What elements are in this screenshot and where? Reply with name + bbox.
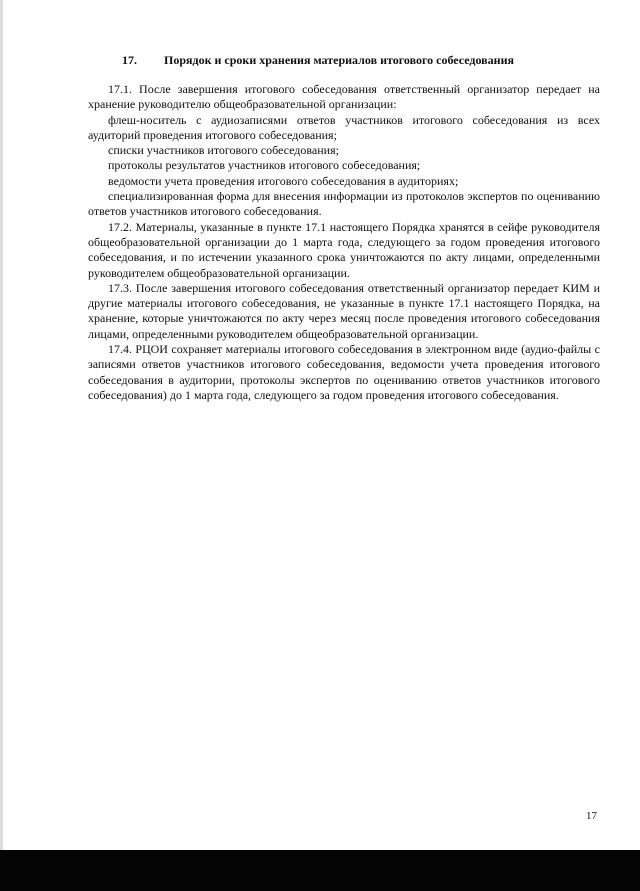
list-item: списки участников итогового собеседования; [108,143,339,158]
page-number: 17 [586,810,597,822]
paragraph-17-1: 17.1. После завершения итогового собеседования ответственный организатор передает на хранение руководителю общеобразовательной организации: [88,82,600,112]
scan-edge [0,0,3,891]
paragraph-17-3: 17.3. После завершения итогового собеседования ответственный организатор передает КИМ и другие материалы итогового собеседования, не указанные в пункте 17.1 настоящего Порядка, на хранение, которые уничтожаются по акту через месяц после проведения итогового собеседования лицами, определенными руководителем общеобразовательной организации. [88,280,600,341]
section-number: 17. [122,53,137,67]
section-title: Порядок и сроки хранения материалов итогового собеседования [164,53,514,67]
scan-bottom-bar [0,850,640,891]
list-item: ведомости учета проведения итогового собеседования в аудиториях; [108,173,459,188]
paragraph-17-4: 17.4. РЦОИ сохраняет материалы итогового собеседования в электронном виде (аудио-файлы с записями ответов участников итогового собеседования, ведомости учета проведения итогового собеседования в аудитории, протоколы экспертов по оцениванию ответов участников итогового собеседования) до 1 марта года, следующего за годом проведения итогового собеседования. [88,342,600,402]
list-item: флеш-носитель с аудиозаписями ответов участников итогового собеседования из всех аудиторий проведения итогового собеседования; [88,112,600,142]
list-item: специализированная форма для внесения информации из протоколов экспертов по оцениванию ответов участников итогового собеседования. [88,189,600,219]
section-heading [88,52,600,68]
document-body [88,52,600,403]
paragraph-17-2: 17.2. Материалы, указанные в пункте 17.1 настоящего Порядка хранятся в сейфе руководителя общеобразовательной организации до 1 марта года, следующего за годом проведения итогового собеседования, и по истечении указанного срока уничтожаются по акту лицами, определенными руководителем общеобразовательной организации. [88,219,600,280]
list-item: протоколы результатов участников итогового собеседования; [108,158,421,173]
